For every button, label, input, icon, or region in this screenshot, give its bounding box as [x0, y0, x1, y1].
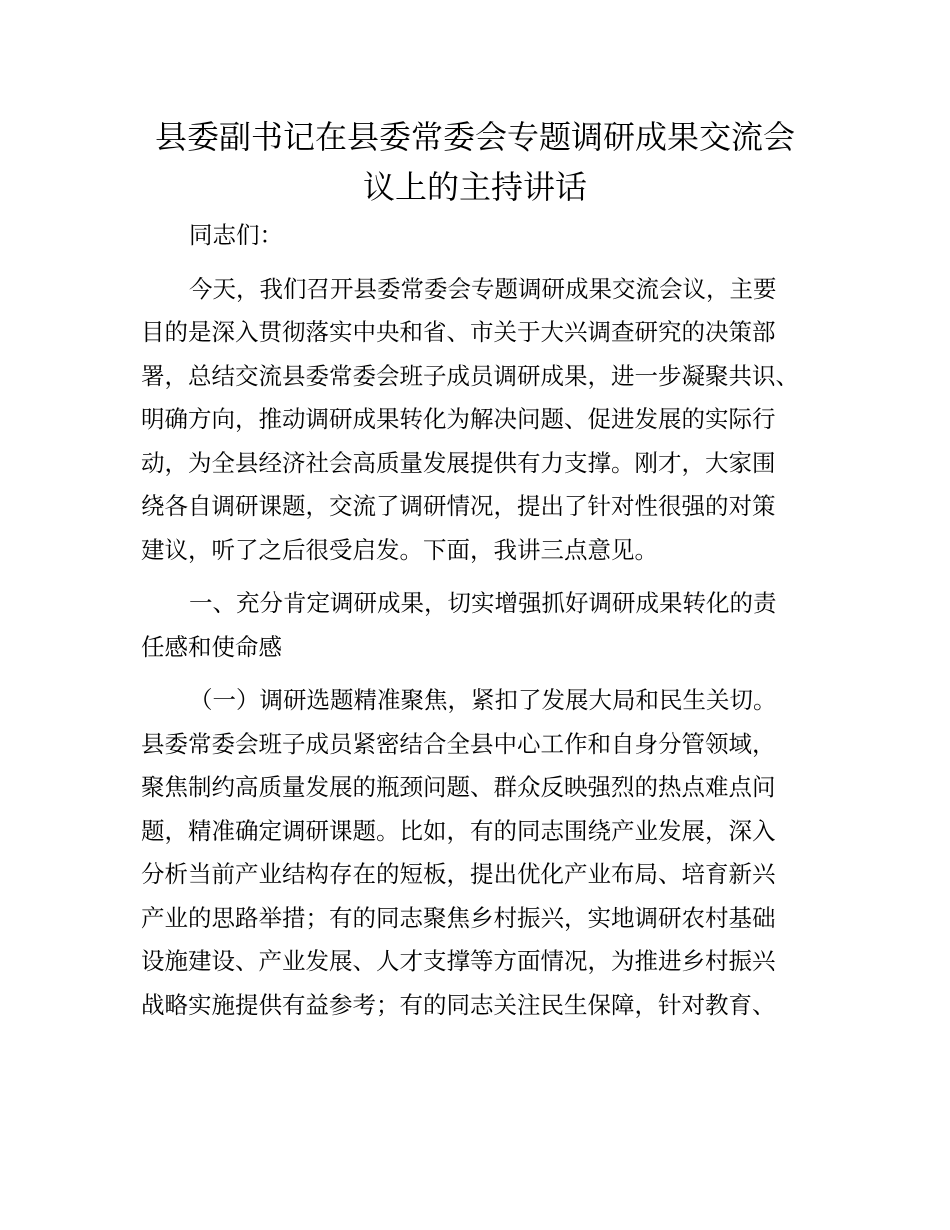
text-line: 明确方向，推动调研成果转化为解决问题、促进发展的实际行 — [141, 405, 776, 433]
text-line: 题，精准确定调研课题。比如，有的同志围绕产业发展，深入 — [141, 816, 776, 845]
text-line: 一、充分肯定调研成果，切实增强抓好调研成果转化的责 — [189, 589, 777, 617]
document-body — [141, 214, 816, 1027]
text-line: （一）调研选题精准聚焦，紧扣了发展大局和民生关切。 — [189, 686, 777, 714]
title-line: 县委副书记在县委常委会专题调研成果交流会 — [154, 118, 795, 156]
text-line: 聚焦制约高质量发展的瓶颈问题、群众反映强烈的热点难点问 — [141, 773, 776, 801]
text-line: 战略实施提供有益参考；有的同志关注民生保障，针对教育、 — [141, 990, 776, 1019]
text-line: 产业的思路举措；有的同志聚焦乡村振兴，实地调研农村基础 — [141, 903, 776, 932]
text-line: 今天，我们召开县委常委会专题调研成果交流会议，主要 — [189, 274, 777, 303]
text-line: 任感和使命感 — [141, 632, 282, 661]
text-line: 分析当前产业结构存在的短板，提出优化产业布局、培育新兴 — [141, 860, 776, 888]
text-line: 绕各自调研课题，交流了调研情况，提出了针对性很强的对策 — [141, 492, 776, 520]
text-line: 县委常委会班子成员紧密结合全县中心工作和自身分管领域， — [141, 729, 776, 758]
text-line: 署，总结交流县委常委会班子成员调研成果，进一步凝聚共识、 — [141, 361, 799, 390]
text-line: 设施建设、产业发展、人才支撑等方面情况，为推进乡村振兴 — [141, 947, 776, 975]
salutation: 同志们： — [189, 221, 283, 249]
section-heading-1 — [141, 582, 816, 669]
paragraph-opening — [141, 268, 816, 573]
text-line: 建议，听了之后很受启发。下面，我讲三点意见。 — [141, 535, 658, 564]
text-line: 动，为全县经济社会高质量发展提供有力支撑。刚才，大家围 — [141, 448, 776, 477]
document-title — [140, 112, 810, 212]
text-line: 目的是深入贯彻落实中央和省、市关于大兴调查研究的决策部 — [141, 318, 776, 346]
paragraph-subsection-1 — [141, 679, 816, 1027]
title-line: 议上的主持讲话 — [362, 168, 587, 206]
